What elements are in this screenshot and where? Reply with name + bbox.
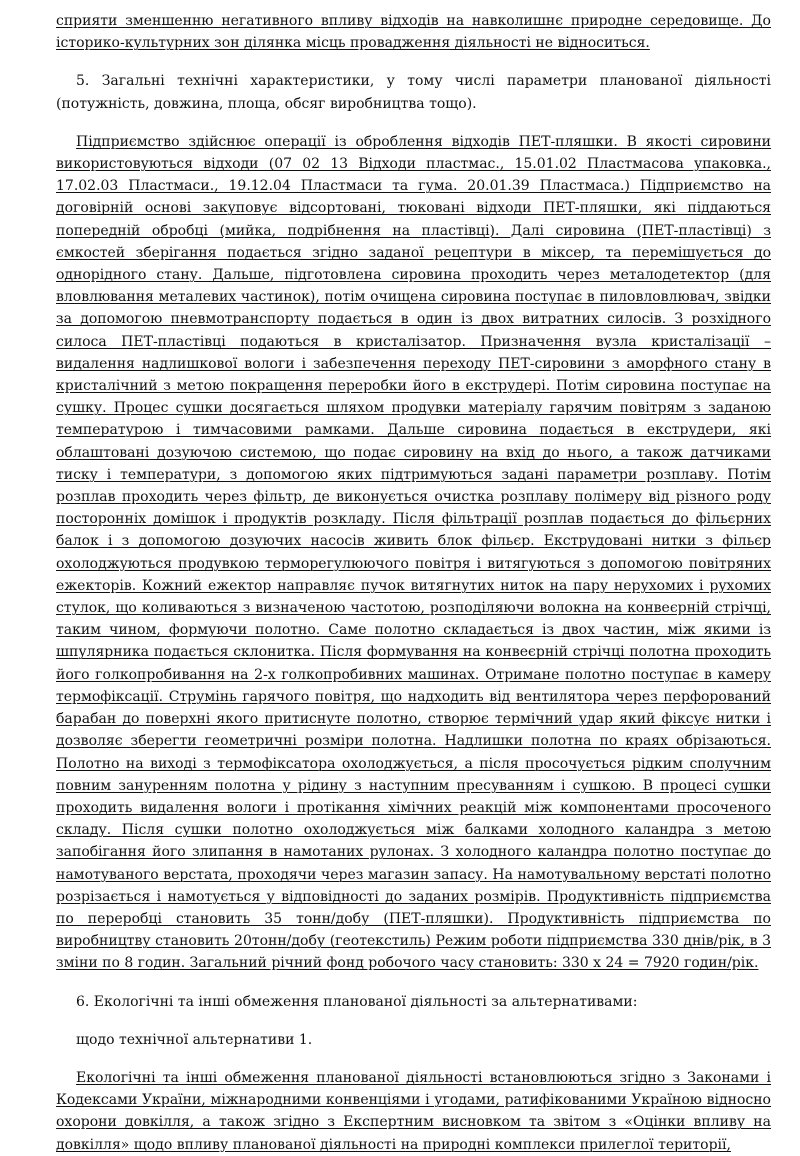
technical-alternative-1-label: щодо технічної альтернативи 1. — [76, 1031, 313, 1048]
section-5-body: Підприємство здійснює операції із оброблення відходів ПЕТ-пляшки. В якості сировини використовуються відходи (07 02 13 Відходи пластмас., 15.01.02 Пластмасова упаковка., 17.02.03 Пластмаси., 19.12.04 Пластмаси та гума. 20.01.39 Пластмаса.) Підприємство на договірній основі закуповує відсортовані, тюковані відходи ПЕТ-пляшки, які піддаються попередній обробці (мийка, подрібнення на пластівці). Далі сировина (ПЕТ-пластівці) з ємкостей зберігання подається згідно заданої рецептури в міксер, та перемішується до однорідного стану. Дальше, підготовлена сировина проходить через металодетектор (для вловлювання металевих частинок), потім очищена сировина поступає в пиловловлювач, звідки за допомогою пневмотранспорту подається в один із двох витратних силосів. З розхідного силоса ПЕТ-пластівці подаються в кристалізатор. Призначення вузла кристалізації – видалення надлишкової вологи і забезпечення переходу ПЕТ-сировини з аморфного стану в кристалічний з метою покращення переробки його в екструдері. Потім сировина поступає на сушку. Процес сушки досягається шляхом продувки матеріалу гарячим повітрям з заданою температурою і тимчасовими рамками. Дальше сировина подається в екструдери, які облаштовані дозуючою системою, що подає сировину на вхід до нього, а також датчиками тиску і температури, з допомогою яких підтримуються задані параметри розплаву. Потім розплав проходить через фільтр, де виконується очистка розплаву полімеру від різного роду посторонніх домішок і продуктів розкладу. Після фільтрації розплав подається до фільєрних балок і з допомогою дозуючих насосів живить блок фільєр. Екструдовані нитки з фільєр охолоджуються продувкою терморегулюючого повітря і витягуються з допомогою повітряних ежекторів. Кожний ежектор направляє пучок витягнутих ниток на пару нерухомих і рухомих стулок, що коливаються з визначеною частотою, розподіляючи волокна на конвеєрній стрічці, таким чином, формуючи полотно. Саме полотно складається із двох частин, між якими із шпулярника подається склонитка. Після формування на конвеєрній стрічці полотна проходить його голкопробивання на 2-х голкопробивних машинах. Отримане полотно поступає в камеру термофіксації. Струмінь гарячого повітря, що надходить від вентилятора через перфорований барабан до поверхні якого притиснуте полотно, створює термічний удар який фіксує нитки і дозволяє зберегти геометричні розміри полотна. Надлишки полотна по краях обрізаються. Полотно на виході з термофіксатора охолоджується, а після просочується рідким сполучним повним зануренням полотна у рідину з наступним пресуванням і сушкою. В процесі сушки проходить видалення вологи і протікання хімічних реакцій між компонентами просоченого складу. Після сушки полотно охолоджується між балками холодного каландра з метою запобігання його злипання в намотаних рулонах. З холодного каландра полотно поступає до намотуваного верстата, проходячи через магазин запасу. На намотувальному верстаті полотно розрізається і намотується у відповідності до заданих розмірів. Продуктивність підприємства по переробці становить 35 тонн/добу (ПЕТ-пляшки). Продуктивність підприємства по виробництву становить 20тонн/добу (геотекстиль) Режим роботи підприємства 330 днів/рік, в 3 зміни по 8 годин. Загальний річний фонд робочого часу становить: 330 х 24 = 7920 годин/рік. — [56, 133, 771, 972]
section-6-heading: 6. Екологічні та інші обмеження планованої діяльності за альтернативами: — [76, 993, 638, 1010]
document-page — [56, 10, 771, 1156]
intro-paragraph: сприяти зменшенню негативного впливу відходів на навколишнє природне середовище. До історико-культурних зон ділянка місць провадження діяльності не відноситься. — [56, 13, 771, 52]
section-6-body: Екологічні та інші обмеження планованої діяльності встановлюються згідно з Законами і Кодексами України, міжнародними конвенціями і угодами, ратифікованими Україною відносно охорони довкілля, а також згідно з Експертним висновком та звітом з «Оцінки впливу на довкілля» щодо впливу планованої діяльності на природні комплекси прилеглої території, — [56, 1069, 771, 1153]
section-5-heading: 5. Загальні технічні характеристики, у тому числі параметри планованої діяльності (потужність, довжина, площа, обсяг виробництва тощо). — [56, 73, 771, 112]
